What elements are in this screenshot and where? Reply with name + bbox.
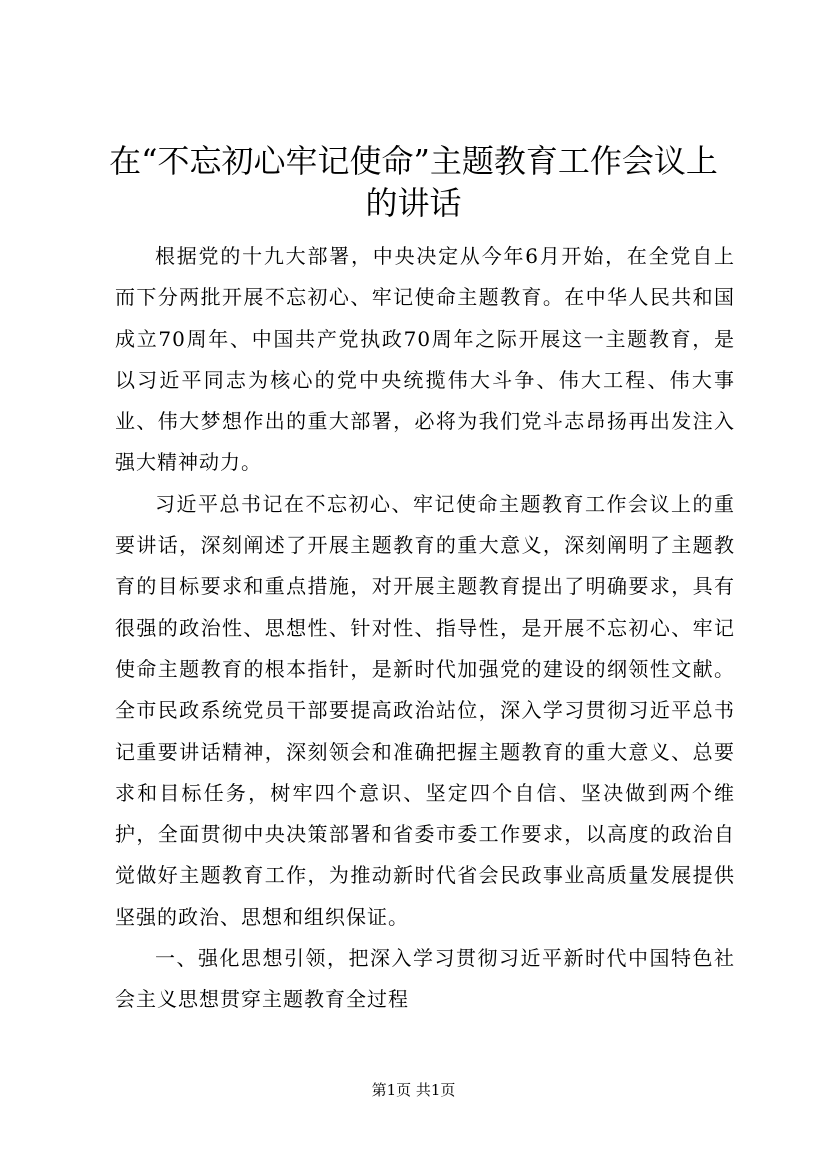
page-footer: 第1页 共1页 <box>371 1081 456 1099</box>
paragraph-1: 根据党的十九大部署，中央决定从今年6月开始，在全党自上而下分两批开展不忘初心、牢记使命主题教育。在中华人民共和国成立70周年、中国共产党执政70周年之际开展这一主题教育，是以习近平同志为核心的党中央统揽伟大斗争、伟大工程、伟大事业、伟大梦想作出的重大部署，必将为我们党斗志昂扬再出发注入强大精神动力。 <box>115 244 735 475</box>
document-body <box>115 236 735 1021</box>
section-heading-1: 一、强化思想引领，把深入学习贯彻习近平新时代中国特色社会主义思想贯穿主题教育全过程 <box>115 946 735 1012</box>
document-title: 在“不忘初心牢记使命”主题教育工作会议上的讲话 <box>109 142 718 222</box>
paragraph-2: 习近平总书记在不忘初心、牢记使命主题教育工作会议上的重要讲话，深刻阐述了开展主题教育的重大意义，深刻阐明了主题教育的目标要求和重点措施，对开展主题教育提出了明确要求，具有很强的政治性、思想性、针对性、指导性，是开展不忘初心、牢记使命主题教育的根本指针，是新时代加强党的建设的纲领性文献。全市民政系统党员干部要提高政治站位，深入学习贯彻习近平总书记重要讲话精神，深刻领会和准确把握主题教育的重大意义、总要求和目标任务，树牢四个意识、坚定四个自信、坚决做到两个维护，全面贯彻中央决策部署和省委市委工作要求，以高度的政治自觉做好主题教育工作，为推动新时代省会民政事业高质量发展提供坚强的政治、思想和组织保证。 <box>115 491 735 929</box>
